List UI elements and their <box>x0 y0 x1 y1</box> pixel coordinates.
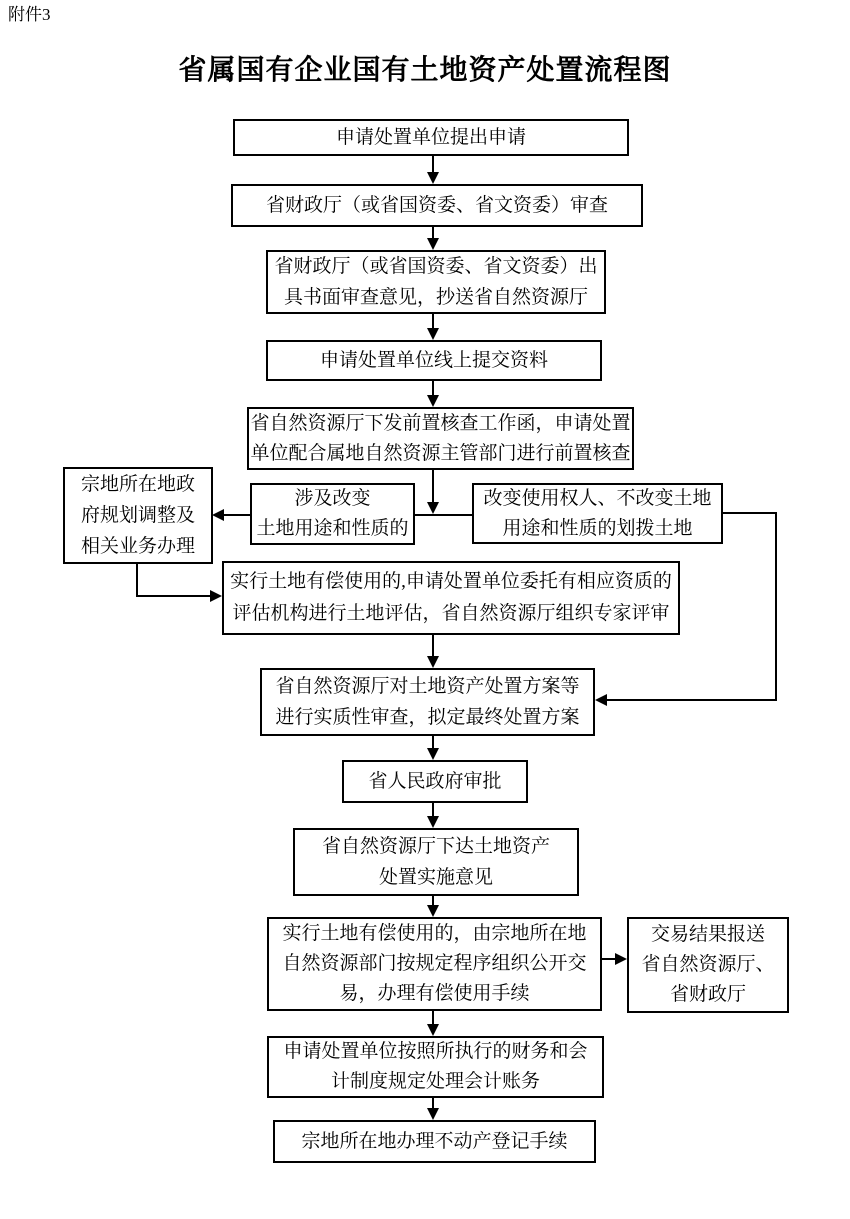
box-text-line: 交易结果报送 <box>650 924 765 945</box>
box-text-line: 省自然资源厅下发前置核查工作函，申请处置 <box>250 412 631 434</box>
flow-box-change-user-allocated <box>472 483 723 544</box>
flow-box-result-report <box>627 917 789 1013</box>
arrow-shaft <box>432 380 434 395</box>
arrow-shaft <box>605 699 777 701</box>
box-text-line: 省自然资源厅下达土地资产 <box>321 836 550 857</box>
flow-box-substantive-review <box>260 668 595 736</box>
box-text-line: 单位配合属地自然资源主管部门进行前置核查 <box>250 442 631 464</box>
arrowhead-down-icon <box>427 1108 439 1120</box>
connector-line <box>136 562 138 597</box>
arrowhead-down-icon <box>427 1024 439 1036</box>
box-text-line: 进行实质性审查，拟定最终处置方案 <box>275 707 580 728</box>
arrowhead-down-icon <box>427 238 439 250</box>
arrow-shaft <box>432 313 434 328</box>
flow-box-gov-approval <box>342 760 528 803</box>
box-text-line: 省自然资源厅、 <box>641 954 775 975</box>
arrow-shaft <box>432 802 434 816</box>
box-text-line: 府规划调整及 <box>80 505 195 526</box>
box-text-line: 实行土地有偿使用的,申请处置单位委托有相应资质的 <box>230 571 672 592</box>
box-text-line: 省财政厅（或省国资委、省文资委）审查 <box>265 194 608 216</box>
arrow-shaft <box>432 469 434 502</box>
arrowhead-down-icon <box>427 748 439 760</box>
arrowhead-left-icon <box>595 694 607 706</box>
flow-box-public-trading <box>267 917 602 1011</box>
arrow-shaft <box>600 958 616 960</box>
box-text-line: 省财政厅（或省国资委、省文资委）出 <box>274 256 598 277</box>
attachment-label: 附件3 <box>8 5 51 24</box>
box-text-line: 计制度规定处理会计账务 <box>330 1071 540 1092</box>
page-title: 省属国有企业国有土地资产处置流程图 <box>178 55 672 86</box>
box-text-line: 自然资源部门按规定程序组织公开交 <box>282 953 587 974</box>
box-text-line: 实行土地有偿使用的，由宗地所在地 <box>282 923 587 944</box>
arrowhead-down-icon <box>427 905 439 917</box>
arrow-shaft <box>432 634 434 656</box>
box-text-line: 宗地所在地政 <box>80 474 195 495</box>
flow-box-accounting <box>267 1036 604 1098</box>
arrowhead-down-icon <box>427 656 439 668</box>
arrow-shaft <box>432 735 434 748</box>
flow-box-realestate-registration <box>273 1120 596 1163</box>
arrowhead-left-icon <box>212 509 224 521</box>
flow-box-implementation-opinion <box>293 828 579 896</box>
connector-line <box>775 512 777 701</box>
box-text-line: 省人民政府审批 <box>368 770 502 792</box>
flow-box-precheck <box>247 407 634 470</box>
box-text-line: 改变使用权人、不改变土地 <box>483 487 712 509</box>
box-text-line: 具书面审查意见，抄送省自然资源厅 <box>283 287 588 308</box>
flow-box-local-gov-planning <box>63 467 213 564</box>
flow-box-finance-review <box>231 184 643 227</box>
box-text-line: 申请处置单位提出申请 <box>335 126 526 148</box>
arrow-shaft <box>224 514 250 516</box>
flow-box-online-submission <box>266 340 602 381</box>
box-text-line: 土地用途和性质的 <box>256 518 409 539</box>
box-text-line: 宗地所在地办理不动产登记手续 <box>301 1130 568 1152</box>
arrowhead-right-icon <box>210 590 222 602</box>
box-text-line: 申请处置单位线上提交资料 <box>319 349 548 371</box>
box-text-line: 易，办理有偿使用手续 <box>339 983 530 1004</box>
arrow-shaft <box>432 1097 434 1108</box>
connector-junction-line <box>414 514 472 516</box>
arrowhead-down-icon <box>427 502 439 514</box>
arrow-shaft <box>432 155 434 172</box>
connector-line <box>721 512 777 514</box>
flow-box-change-land-use <box>250 483 415 545</box>
arrow-shaft <box>136 595 212 597</box>
arrowhead-right-icon <box>615 953 627 965</box>
arrow-shaft <box>432 226 434 238</box>
box-text-line: 相关业务办理 <box>80 536 195 557</box>
box-text-line: 省财政厅 <box>669 984 746 1005</box>
box-text-line: 处置实施意见 <box>378 867 493 888</box>
box-text-line: 省自然资源厅对土地资产处置方案等 <box>275 676 580 697</box>
arrowhead-down-icon <box>427 816 439 828</box>
box-text-line: 评估机构进行土地评估，省自然资源厅组织专家评审 <box>232 603 670 624</box>
arrowhead-down-icon <box>427 328 439 340</box>
arrow-shaft <box>432 895 434 905</box>
box-text-line: 涉及改变 <box>294 488 371 509</box>
arrowhead-down-icon <box>427 395 439 407</box>
arrow-shaft <box>432 1010 434 1024</box>
arrowhead-down-icon <box>427 172 439 184</box>
flow-box-land-valuation <box>222 561 680 635</box>
box-text-line: 申请处置单位按照所执行的财务和会 <box>283 1041 588 1062</box>
box-text-line: 用途和性质的划拨土地 <box>502 517 693 539</box>
flow-box-written-opinion <box>266 250 606 314</box>
flow-box-apply-request <box>233 119 629 156</box>
